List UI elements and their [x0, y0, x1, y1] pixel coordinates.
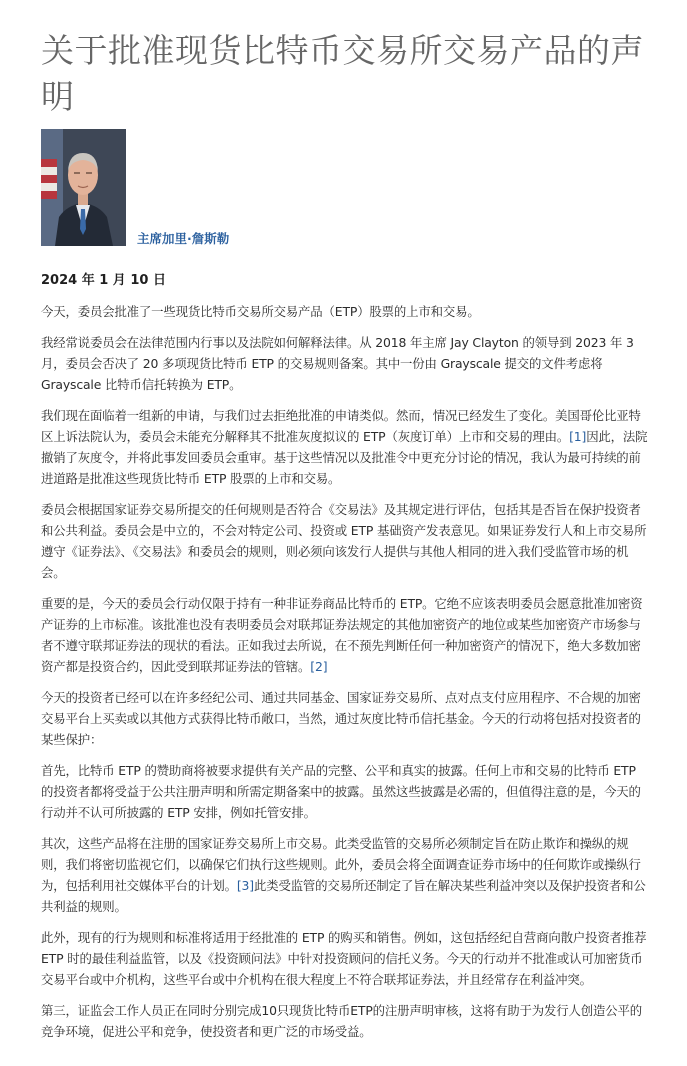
author-link[interactable]: 主席加里·詹斯勒 [137, 231, 230, 246]
paragraph: 今天的投资者已经可以在许多经纪公司、通过共同基金、国家证券交易所、点对点支付应用程序、不合规的加密交易平台上买卖或以其他方式获得比特币敞口，当然，通过灰度比特币信托基金。今天的行动将包括对投资者的某些保护： [41, 690, 641, 747]
footnote-link-3[interactable]: [3] [236, 878, 254, 893]
page-title: 关于批准现货比特币交易所交易产品的声明 [41, 31, 644, 116]
paragraph [41, 405, 651, 489]
statement-date: 2024 年 1 月 10 日 [41, 273, 166, 288]
paragraph-text: 因此，法院撤销了灰度令，并将此事发回委员会重审。基于这些情况以及批准令中更充分讨论的情况，我认为最可持续的前进道路是批准这些现货比特币 ETP 股票的上市和交易。 [41, 429, 648, 486]
paragraph: 今天，委员会批准了一些现货比特币交易所交易产品（ETP）股票的上市和交易。 [41, 304, 480, 319]
paragraph: 我经常说委员会在法律范围内行事以及法院如何解释法律。从 2018 年主席 Jay Clayton 的领导到 2023 年 3 月，委员会否决了 20 多项现货比特币 ETP 的交易规则备案。其中一份由 Grayscale 提交的文件考虑将 Grayscale 比特币信托转换为 ETP。 [41, 335, 634, 392]
paragraph-text: 此类受监管的交易所还制定了旨在解决某些利益冲突以及保护投资者和公共利益的规则。 [41, 878, 646, 914]
paragraph-text: 其次，这些产品将在注册的国家证券交易所上市交易。此类受监管的交易所必须制定旨在防止欺诈和操纵的规则，我们将密切监视它们，以确保它们执行这些规则。此外，委员会将全面调查证券市场中的任何欺诈或操纵行为，包括利用社交媒体平台的计划。 [41, 836, 641, 893]
paragraph: 此外，现有的行为规则和标准将适用于经批准的 ETP 的购买和销售。例如，这包括经纪自营商向散户投资者推荐 ETP 时的最佳利益监管，以及《投资顾问法》中针对投资顾问的信托义务。今天的行动并不批准或认可加密货币交易平台或中介机构，这些平台或中介机构在很大程度上不符合联邦证券法，并且经常存在利益冲突。 [41, 930, 647, 987]
footnote-link-2[interactable]: [2] [310, 659, 328, 674]
paragraph: 首先，比特币 ETP 的赞助商将被要求提供有关产品的完整、公平和真实的披露。任何上市和交易的比特币 ETP 的投资者都将受益于公共注册声明和所需定期备案中的披露。虽然这些披露是必需的，但值得注意的是，今天的行动并不认可所披露的 ETP 安排，例如托管安排。 [41, 763, 641, 820]
footnote-link-1[interactable]: [1] [569, 429, 587, 444]
paragraph [41, 833, 651, 917]
paragraph-text: 重要的是，今天的委员会行动仅限于持有一种非证券商品比特币的 ETP。它绝不应该表明委员会愿意批准加密资产证券的上市标准。该批准也没有表明委员会对联邦证券法规定的其他加密资产的地位或某些加密资产市场参与者不遵守联邦证券法的现状的看法。正如我过去所说，在不预先判断任何一种加密资产的情况下，绝大多数加密资产都是投资合约，因此受到联邦证券法的管辖。 [41, 596, 643, 674]
paragraph: 委员会根据国家证券交易所提交的任何规则是否符合《交易法》及其规定进行评估，包括其是否旨在保护投资者和公共利益。委员会是中立的，不会对特定公司、投资或 ETP 基础资产发表意见。如果证券发行人和上市交易所遵守《证券法》、《交易法》和委员会的规则，则必须向该发行人提供与其他人相同的进入我们受监管市场的机会。 [41, 502, 647, 580]
statement-body [41, 301, 651, 1052]
paragraph: 第三，证监会工作人员正在同时分别完成10只现货比特币ETP的注册声明审核，这将有助于为发行人创造公平的竞争环境，促进公平和竞争，使投资者和更广泛的市场受益。 [41, 1003, 642, 1039]
chair-portrait-photo [41, 129, 126, 246]
paragraph [41, 593, 651, 677]
paragraph-text: 我们现在面临着一组新的申请，与我们过去拒绝批准的申请类似。然而，情况已经发生了变化。美国哥伦比亚特区上诉法院认为，委员会未能充分解释其不批准灰度拟议的 ETP（灰度订单）上市和交易的理由。 [41, 408, 641, 444]
